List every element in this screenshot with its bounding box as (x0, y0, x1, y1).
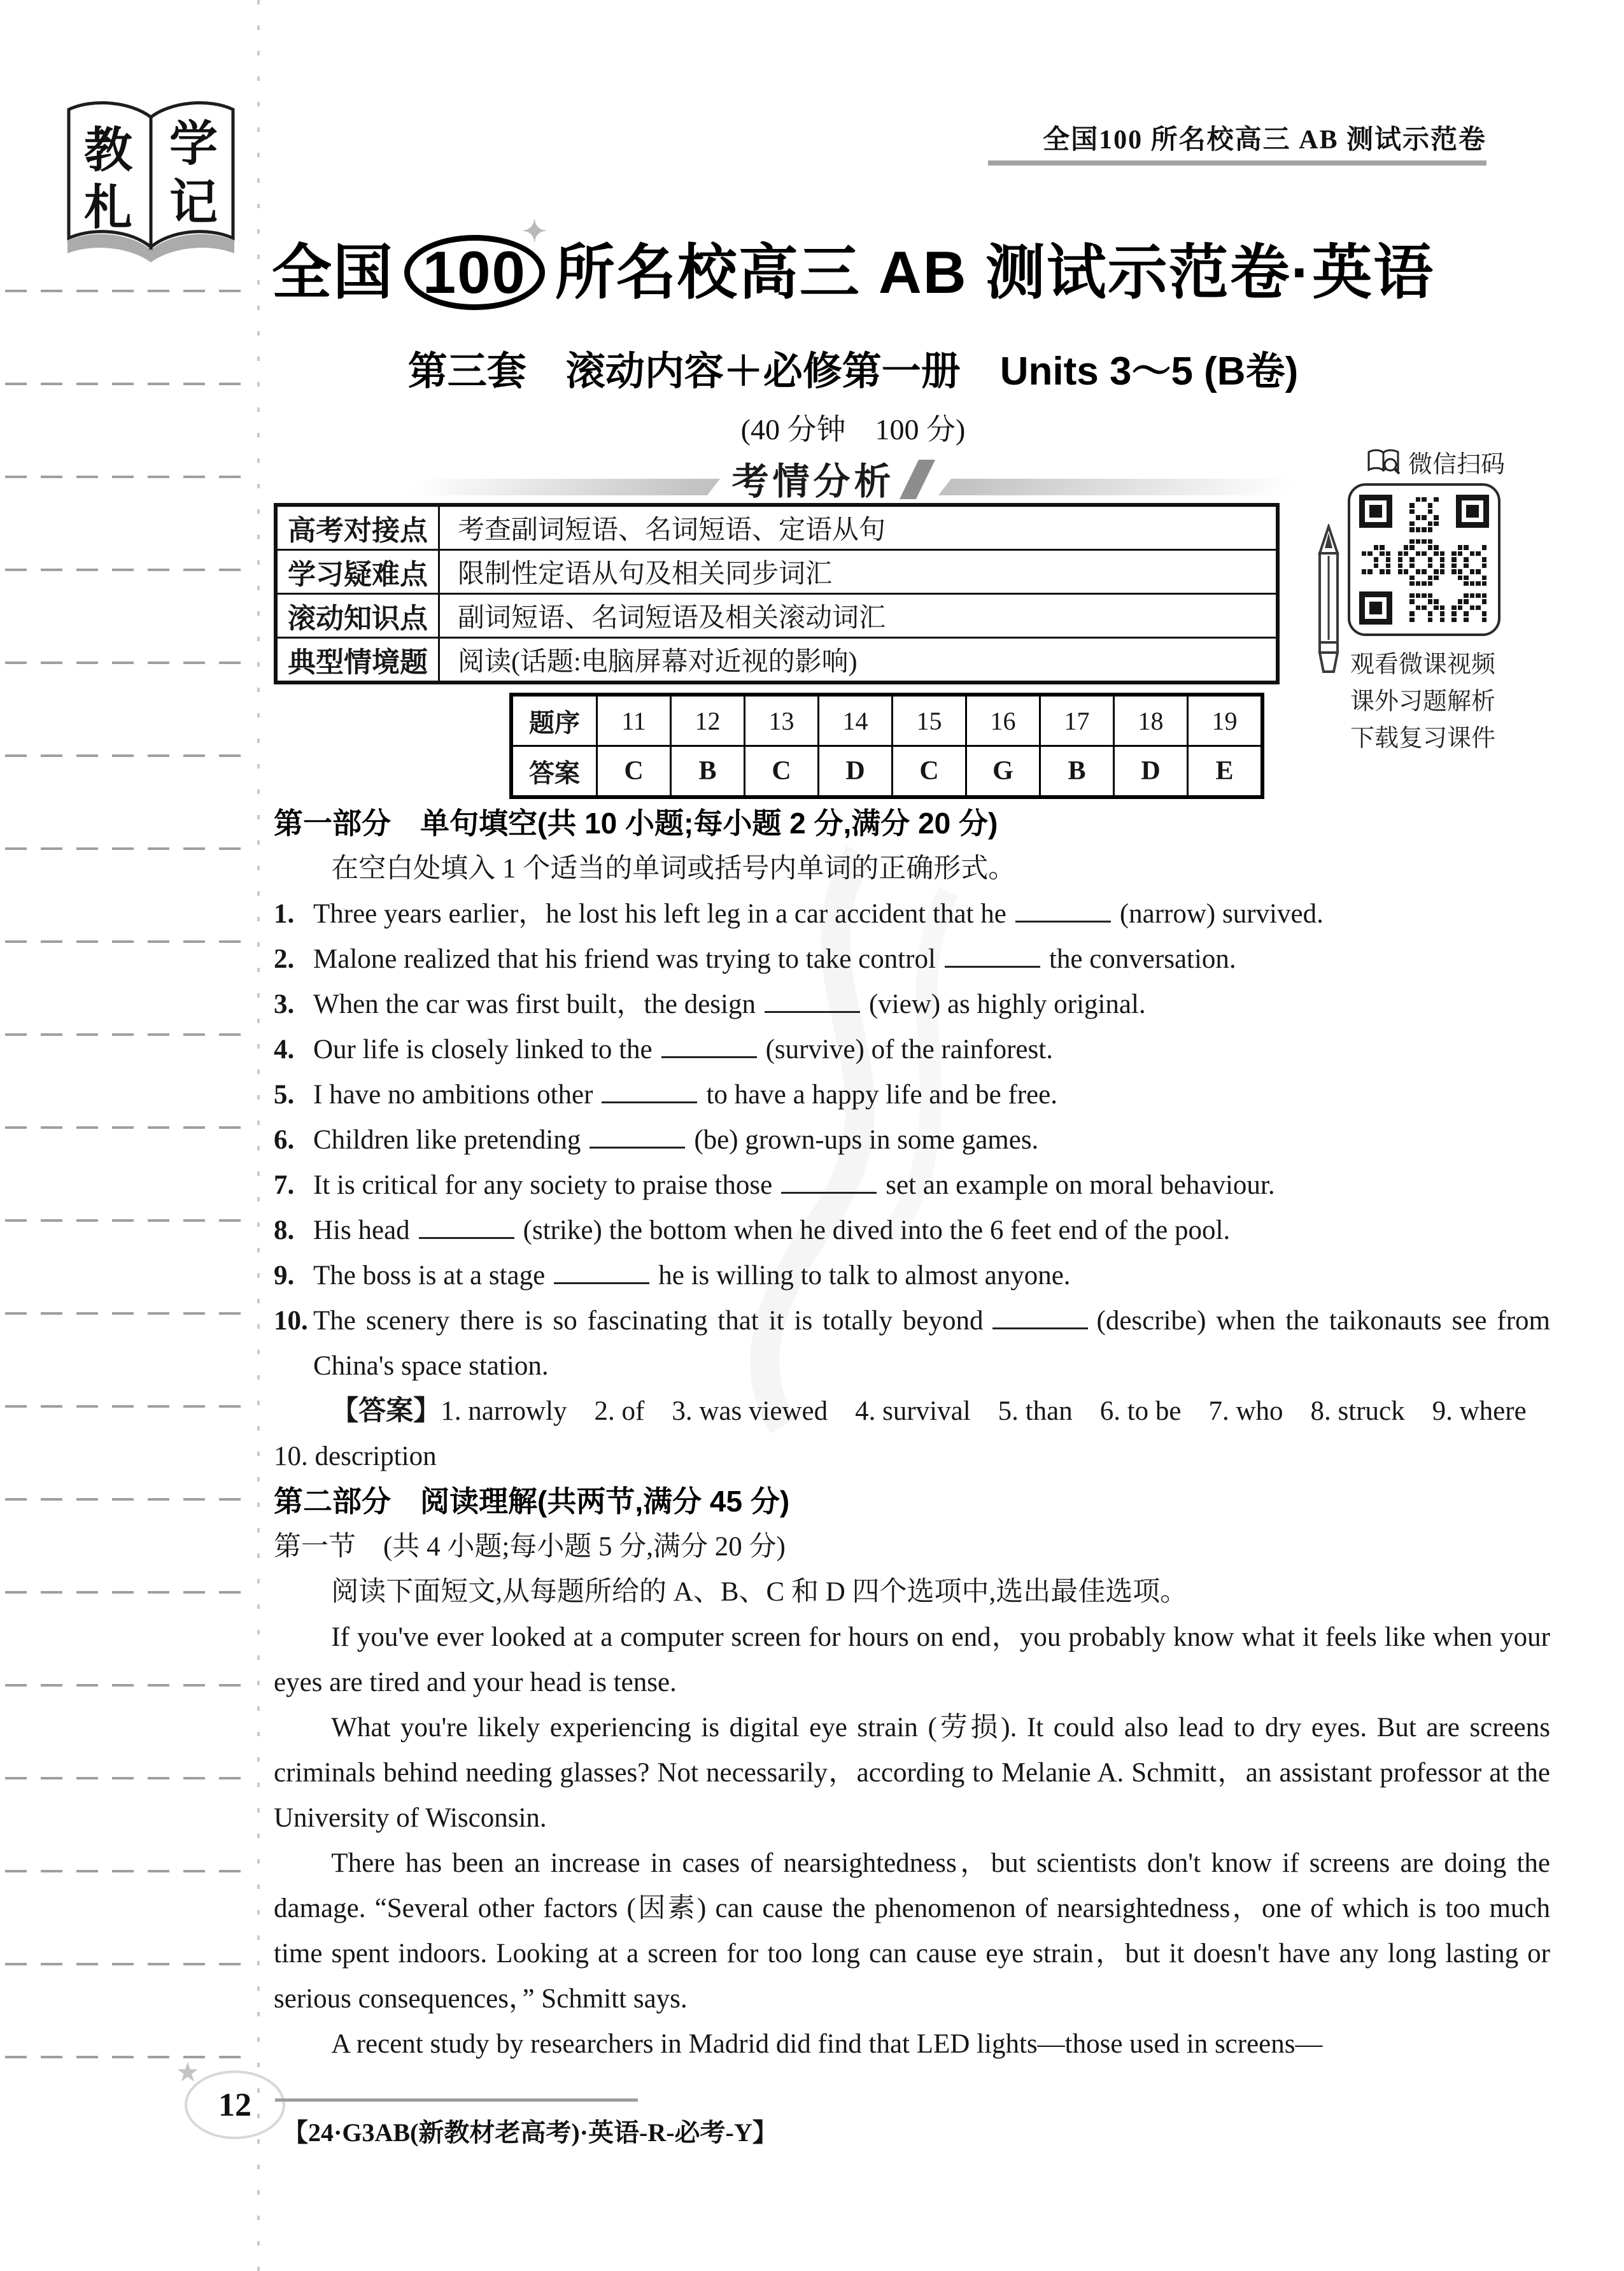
qr-finder (1359, 495, 1392, 528)
table-row (511, 746, 1262, 798)
question-number: 18 (1114, 695, 1188, 746)
part1-answers-line: 【答案】1. narrowly 2. of 3. was viewed 4. survival 5. than 6. to be 7. who 8. struck 9. where (331, 1396, 1527, 1426)
question-number: 13 (745, 695, 819, 746)
footer-code: 【24·G3AB(新教材老高考)·英语-R-必考-Y】 (283, 2118, 778, 2147)
question-2: 2. Malone realized that his friend was trying to take control the conversation. (274, 944, 1236, 974)
answer-letter: C (597, 746, 671, 798)
question-8: 8. His head (strike) the bottom when he dived into the 6 feet end of the pool. (274, 1215, 1231, 1245)
answer-letter: D (819, 746, 893, 798)
logo-char-4: 记 (169, 176, 218, 230)
footer-rule (275, 2098, 638, 2102)
question-3: 3. When the car was first built，the design (view) as highly original. (274, 989, 1146, 1019)
passage-paragraph-4: A recent study by researchers in Madrid did find that LED lights—those used in screens— (331, 2029, 1323, 2059)
logo-char-2: 学 (169, 118, 218, 171)
part1-answers-line2: 10. description (274, 1441, 437, 1471)
question-5: 5. I have no ambitions other to have a happy life and be free. (274, 1080, 1058, 1110)
table-row (276, 594, 1278, 638)
analysis-table (274, 503, 1280, 684)
analysis-row-content: 限制性定语从句及相关同步词汇 (439, 550, 1278, 594)
question-number: 12 (671, 695, 745, 746)
analysis-row-label: 学习疑难点 (276, 550, 439, 594)
question-number: 19 (1188, 695, 1263, 746)
question-number: 17 (1040, 695, 1114, 746)
answer-letter: D (1114, 746, 1188, 798)
answer-letter: B (671, 746, 745, 798)
analysis-heading: 考情分析 (731, 461, 895, 502)
time-score-meta: (40 分钟 100 分) (740, 413, 966, 446)
book-magnifier-icon (1366, 448, 1402, 476)
part1-intro: 在空白处填入 1 个适当的单词或括号内单词的正确形式。 (331, 854, 1016, 884)
set-subtitle: 第三套 滚动内容＋必修第一册 Units 3～5 (B卷) (407, 350, 1299, 393)
page-number: 12 (218, 2086, 251, 2123)
table-row (511, 695, 1262, 746)
question-1: 1. Three years earlier，he lost his left leg in a car accident that he (narrow) survived. (274, 899, 1324, 929)
passage-paragraph-2: What you're likely experiencing is digital eye strain (劳损). It could also lead to dry eyes. But are screens criminals behind needing glasses? Not necessarily，according to Melanie A. Schmitt，an assistant professor at the University of Wisconsin. (274, 1713, 1550, 1833)
answer-blank (661, 1050, 757, 1058)
answer-blank (992, 1321, 1088, 1329)
qr-caption: 下载复习课件 (1350, 725, 1495, 752)
answer-letter: B (1040, 746, 1114, 798)
answer-letter: C (893, 746, 966, 798)
question-number: 16 (966, 695, 1040, 746)
question-7: 7. It is critical for any society to praise those set an example on moral behaviour. (274, 1170, 1275, 1200)
analysis-row-label: 滚动知识点 (276, 594, 439, 638)
wechat-scan-label: 微信扫码 (1408, 451, 1505, 478)
note-lines (5, 290, 242, 2149)
wechat-scan-label-row (1302, 444, 1569, 479)
question-number: 15 (893, 695, 966, 746)
qr-captions (1327, 646, 1518, 757)
part2-section1: 第一节 (共 4 小题;每小题 5 分,满分 20 分) (274, 1532, 786, 1562)
passage-paragraph-1: If you've ever looked at a computer screen for hours on end，you probably know what it feels like when your eyes are tired and your head is tense. (274, 1622, 1550, 1697)
analysis-row-label: 高考对接点 (276, 505, 439, 550)
page-title (216, 215, 1490, 311)
answers-label: 【答案】 (331, 1396, 441, 1426)
answer-blank (765, 1005, 860, 1013)
analysis-row-content: 阅读(话题:电脑屏幕对近视的影响) (439, 638, 1278, 683)
answer-blank (945, 959, 1040, 968)
answer-table-row1-label: 题序 (511, 695, 597, 746)
table-row (276, 505, 1278, 550)
table-row (276, 638, 1278, 683)
star-icon: ★ (176, 2058, 200, 2088)
question-4: 4. Our life is closely linked to the (survive) of the rainforest. (274, 1035, 1053, 1065)
answer-blank (554, 1276, 649, 1284)
logo-char-1: 教 (84, 124, 132, 178)
banner-bar-left (408, 479, 720, 495)
answer-letter: C (745, 746, 819, 798)
part2-heading: 第二部分 阅读理解(共两节,满分 45 分) (274, 1485, 790, 1518)
exam-body (274, 801, 1550, 2067)
answer-key-table (509, 693, 1264, 799)
answer-blank (781, 1185, 877, 1194)
analysis-row-content: 副词短语、名词短语及相关滚动词汇 (439, 594, 1278, 638)
qr-caption: 观看微课视频 (1350, 651, 1495, 678)
100-badge: 100 ✦ (404, 235, 545, 310)
question-number: 14 (819, 695, 893, 746)
banner-slash (899, 460, 935, 499)
answer-blank (590, 1140, 685, 1149)
answer-letter: E (1188, 746, 1263, 798)
question-number: 11 (597, 695, 671, 746)
passage-paragraph-3: There has been an increase in cases of nearsightedness，but scientists don't know if screens are doing the damage. “Several other factors (因素) can cause the phenomenon of nearsightedness，one of which is too much time spent indoors. Looking at a screen for too long can cause eye strain，but it doesn't have any long lasting or serious consequences，” Schmitt says. (274, 1848, 1550, 2014)
star-icon: ✦ (522, 215, 548, 248)
table-row (276, 550, 1278, 594)
banner-bar-right (938, 479, 1297, 495)
question-6: 6. Children like pretending (be) grown-ups in some games. (274, 1125, 1039, 1155)
qr-code (1348, 483, 1500, 636)
running-head: 全国100 所名校高三 AB 测试示范卷 (1043, 125, 1486, 155)
logo-char-3: 札 (84, 181, 132, 235)
pencil-icon (1313, 524, 1344, 677)
qr-finder (1359, 591, 1392, 625)
title-prefix: 全国 (271, 239, 394, 306)
qr-caption: 课外习题解析 (1350, 688, 1495, 715)
question-10: 10. The scenery there is so fascinating that it is totally beyond (describe) when the taikonauts see from China's space station. (274, 1306, 1550, 1381)
part2-instruction: 阅读下面短文,从每题所给的 A、B、C 和 D 四个选项中,选出最佳选项。 (331, 1577, 1188, 1607)
question-9: 9. The boss is at a stage he is willing to talk to almost anyone. (274, 1261, 1071, 1291)
analysis-banner (216, 446, 1490, 500)
part1-heading: 第一部分 单句填空(共 10 小题;每小题 2 分,满分 20 分) (274, 807, 998, 840)
answer-table-row2-label: 答案 (511, 746, 597, 798)
answer-blank (1015, 914, 1111, 923)
title-suffix: 所名校高三 AB 测试示范卷·英语 (554, 239, 1435, 306)
page-number-badge (176, 2058, 285, 2139)
analysis-row-content: 考查副词短语、名词短语、定语从句 (439, 505, 1278, 550)
analysis-row-label: 典型情境题 (276, 638, 439, 683)
answer-letter: G (966, 746, 1040, 798)
running-head-rule (988, 160, 1486, 166)
answer-blank (602, 1095, 697, 1103)
qr-panel (1302, 444, 1569, 757)
answer-blank (419, 1231, 514, 1239)
qr-finder (1456, 495, 1489, 528)
